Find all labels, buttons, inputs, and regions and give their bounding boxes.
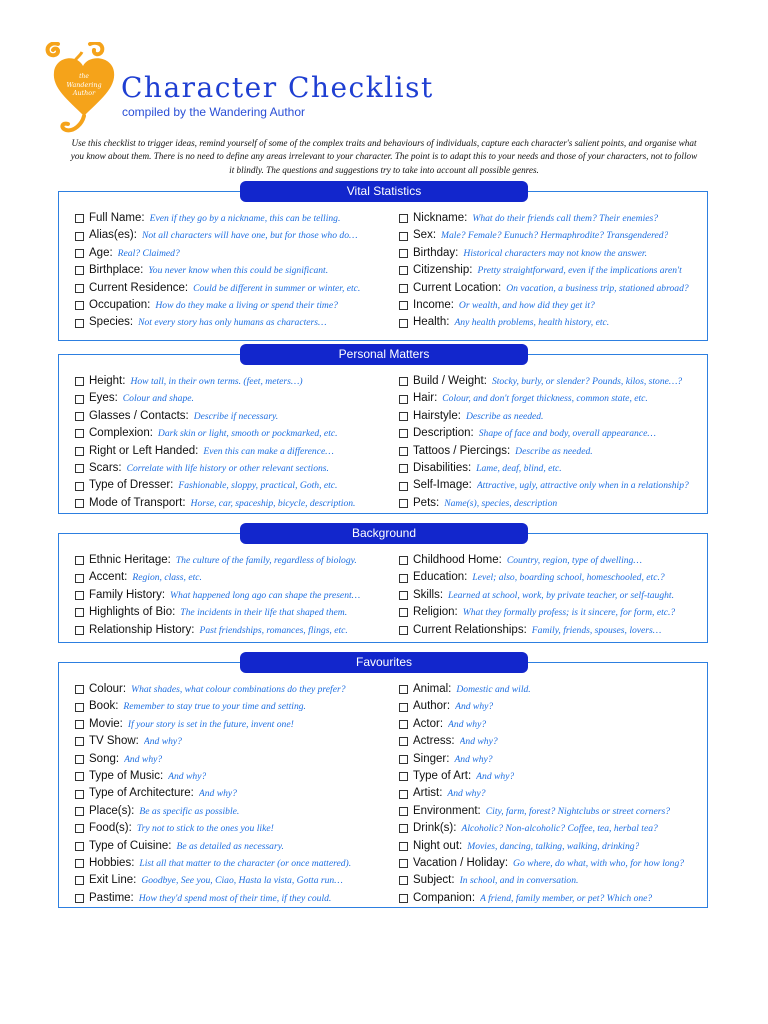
checklist-item[interactable]: Education: Level; also, boarding school, homeschooled, etc.? [399,569,705,586]
checkbox-icon[interactable] [399,824,408,833]
checkbox-icon[interactable] [399,429,408,438]
checkbox-icon[interactable] [75,591,84,600]
checklist-item[interactable]: Type of Dresser: Fashionable, sloppy, practical, Goth, etc. [75,477,389,494]
checkbox-icon[interactable] [399,395,408,404]
checkbox-icon[interactable] [75,482,84,491]
checklist-item[interactable]: Artist: And why? [399,785,705,802]
right-column [399,552,705,639]
checklist-item[interactable]: Income: Or wealth, and how did they get it? [399,297,705,314]
checklist-item[interactable]: Full Name: Even if they go by a nickname, this can be telling. [75,210,389,227]
checkbox-icon[interactable] [399,232,408,241]
checklist-item[interactable]: Description: Shape of face and body, overall appearance… [399,425,705,442]
checkbox-icon[interactable] [75,807,84,816]
section-header: Personal Matters [240,344,528,365]
checklist-item[interactable]: Skills: Learned at school, work, by private teacher, or self-taught. [399,587,705,604]
checklist-item[interactable]: Night out: Movies, dancing, talking, walking, drinking? [399,838,705,855]
checklist-item[interactable]: Hair: Colour, and don't forget thickness, common state, etc. [399,390,705,407]
page-subtitle: compiled by the Wandering Author [122,105,305,119]
checklist-item[interactable]: Tattoos / Piercings: Describe as needed. [399,443,705,460]
checklist-item[interactable]: Type of Cuisine: Be as detailed as necessary. [75,838,389,855]
left-column [75,552,389,639]
checkbox-icon[interactable] [399,556,408,565]
svg-text:Author: Author [72,89,96,97]
checkbox-icon[interactable] [75,412,84,421]
checkbox-icon[interactable] [399,737,408,746]
checkbox-icon[interactable] [75,574,84,583]
page-title: Character Checklist [121,71,434,104]
checkbox-icon[interactable] [399,894,408,903]
checkbox-icon[interactable] [75,284,84,293]
checklist-item[interactable]: Citizenship: Pretty straightforward, even if the implications aren't [399,262,705,279]
checkbox-icon[interactable] [75,894,84,903]
checklist-item[interactable]: Health: Any health problems, health history, etc. [399,314,705,331]
checklist-item[interactable]: Author: And why? [399,698,705,715]
checklist-item[interactable]: Mode of Transport: Horse, car, spaceship, bicycle, description. [75,495,389,512]
checklist-item[interactable]: Ethnic Heritage: The culture of the family, regardless of biology. [75,552,389,569]
checkbox-icon[interactable] [75,824,84,833]
section-favourites [58,655,708,908]
heart-logo-icon [44,42,122,140]
checkbox-icon[interactable] [399,412,408,421]
checkbox-icon[interactable] [399,772,408,781]
left-column [75,210,389,332]
intro-paragraph: Use this checklist to trigger ideas, remind yourself of some of the complex traits and behaviours of individuals, capture each character's salient points, and organise what you know about them. There is no need to define any areas irrelevant to your character. The point is to adapt this to your needs and those of your characters, not to follow it blindly. The questions and suggestions try to take into account all possible genres. [70,138,698,175]
checkbox-icon[interactable] [75,842,84,851]
checklist-item[interactable]: Subject: In school, and in conversation. [399,872,705,889]
section-background [58,526,708,643]
checklist-item[interactable]: Current Relationships: Family, friends, spouses, lovers… [399,622,705,639]
section-header: Background [240,523,528,544]
checkbox-icon[interactable] [399,499,408,508]
checklist-item[interactable]: Pets: Name(s), species, description [399,495,705,512]
checkbox-icon[interactable] [75,429,84,438]
checklist-item[interactable]: Highlights of Bio: The incidents in their life that shaped them. [75,604,389,621]
checklist-item[interactable]: Self-Image: Attractive, ugly, attractive only when in a relationship? [399,477,705,494]
checklist-item[interactable]: Scars: Correlate with life history or other relevant sections. [75,460,389,477]
checkbox-icon[interactable] [399,703,408,712]
checkbox-icon[interactable] [399,464,408,473]
checklist-item[interactable]: Hobbies: List all that matter to the character (or once mattered). [75,855,389,872]
checklist-item[interactable]: Childhood Home: Country, region, type of dwelling… [399,552,705,569]
checkbox-icon[interactable] [399,482,408,491]
checkbox-icon[interactable] [75,232,84,241]
checklist-item[interactable]: Vacation / Holiday: Go where, do what, with who, for how long? [399,855,705,872]
checklist-item[interactable]: Religion: What they formally profess; is it sincere, for form, etc.? [399,604,705,621]
checkbox-icon[interactable] [75,249,84,258]
checkbox-icon[interactable] [75,608,84,617]
checklist-item[interactable]: Drink(s): Alcoholic? Non-alcoholic? Coffee, tea, herbal tea? [399,820,705,837]
checklist-item[interactable]: Companion: A friend, family member, or pet? Which one? [399,890,705,907]
checkbox-icon[interactable] [399,301,408,310]
checkbox-icon[interactable] [75,703,84,712]
checklist-item[interactable]: Song: And why? [75,751,389,768]
checklist-item[interactable]: Pastime: How they'd spend most of their time, if they could. [75,890,389,907]
checkbox-icon[interactable] [75,266,84,275]
checkbox-icon[interactable] [75,772,84,781]
section-personal-matters [58,347,708,514]
checkbox-icon[interactable] [399,284,408,293]
checklist-item[interactable]: Alias(es): Not all characters will have one, but for those who do… [75,227,389,244]
section-header: Vital Statistics [240,181,528,202]
checkbox-icon[interactable] [399,266,408,275]
checklist-item[interactable]: Age: Real? Claimed? [75,245,389,262]
checklist-item[interactable]: Birthplace: You never know when this could be significant. [75,262,389,279]
checklist-item[interactable]: Movie: If your story is set in the future, invent one! [75,716,389,733]
checkbox-icon[interactable] [75,214,84,223]
checklist-item[interactable]: Type of Music: And why? [75,768,389,785]
checkbox-icon[interactable] [399,447,408,456]
checkbox-icon[interactable] [399,720,408,729]
checklist-item[interactable]: Singer: And why? [399,751,705,768]
checklist-item[interactable]: Type of Architecture: And why? [75,785,389,802]
checkbox-icon[interactable] [75,790,84,799]
checkbox-icon[interactable] [399,685,408,694]
checkbox-icon[interactable] [75,685,84,694]
checkbox-icon[interactable] [75,626,84,635]
checkbox-icon[interactable] [75,499,84,508]
wandering-author-logo [44,42,122,140]
checklist-item[interactable]: Build / Weight: Stocky, burly, or slender? Pounds, kilos, stone…? [399,373,705,390]
checklist-item[interactable]: Complexion: Dark skin or light, smooth or pockmarked, etc. [75,425,389,442]
checklist-item[interactable]: Eyes: Colour and shape. [75,390,389,407]
checklist-item[interactable]: Hairstyle: Describe as needed. [399,408,705,425]
checklist-item[interactable]: Type of Art: And why? [399,768,705,785]
checkbox-icon[interactable] [399,842,408,851]
checklist-item[interactable]: Birthday: Historical characters may not know the answer. [399,245,705,262]
checklist-item[interactable]: Book: Remember to stay true to your time and setting. [75,698,389,715]
checklist-item[interactable]: Glasses / Contacts: Describe if necessary. [75,408,389,425]
checkbox-icon[interactable] [75,859,84,868]
section-header: Favourites [240,652,528,673]
checklist-item[interactable]: Place(s): Be as specific as possible. [75,803,389,820]
checklist-item[interactable]: Family History: What happened long ago can shape the present… [75,587,389,604]
checkbox-icon[interactable] [399,591,408,600]
checklist-item[interactable]: Height: How tall, in their own terms. (feet, meters…) [75,373,389,390]
checklist-item[interactable]: Food(s): Try not to stick to the ones you like! [75,820,389,837]
checkbox-icon[interactable] [399,319,408,328]
section-vital-statistics [58,184,708,341]
checklist-item[interactable]: Environment: City, farm, forest? Nightclubs or street corners? [399,803,705,820]
checkbox-icon[interactable] [75,464,84,473]
checkbox-icon[interactable] [399,608,408,617]
checklist-item[interactable]: Relationship History: Past friendships, romances, flings, etc. [75,622,389,639]
checkbox-icon[interactable] [399,755,408,764]
checklist-item[interactable]: TV Show: And why? [75,733,389,750]
checklist-item[interactable]: Species: Not every story has only humans as characters… [75,314,389,331]
checkbox-icon[interactable] [75,720,84,729]
right-column [399,210,705,332]
checklist-item[interactable]: Colour: What shades, what colour combinations do they prefer? [75,681,389,698]
svg-text:Wandering: Wandering [66,81,102,89]
checkbox-icon[interactable] [75,319,84,328]
checkbox-icon[interactable] [75,377,84,386]
checkbox-icon[interactable] [75,301,84,310]
checkbox-icon[interactable] [399,377,408,386]
right-column [399,681,705,907]
checkbox-icon[interactable] [399,214,408,223]
checklist-item[interactable]: Occupation: How do they make a living or spend their time? [75,297,389,314]
checklist-item[interactable]: Accent: Region, class, etc. [75,569,389,586]
checkbox-icon[interactable] [399,626,408,635]
left-column [75,681,389,907]
checkbox-icon[interactable] [75,755,84,764]
checklist-item[interactable]: Actress: And why? [399,733,705,750]
checklist-item[interactable]: Nickname: What do their friends call them? Their enemies? [399,210,705,227]
checkbox-icon[interactable] [399,859,408,868]
checklist-item[interactable]: Disabilities: Lame, deaf, blind, etc. [399,460,705,477]
checklist-item[interactable]: Current Location: On vacation, a business trip, stationed abroad? [399,280,705,297]
checkbox-icon[interactable] [399,249,408,258]
checklist-item[interactable]: Sex: Male? Female? Eunuch? Hermaphrodite? Transgendered? [399,227,705,244]
checklist-item[interactable]: Animal: Domestic and wild. [399,681,705,698]
checklist-item[interactable]: Current Residence: Could be different in summer or winter, etc. [75,280,389,297]
checkbox-icon[interactable] [399,574,408,583]
logo-text: the [79,73,89,80]
left-column [75,373,389,512]
checkbox-icon[interactable] [75,737,84,746]
checkbox-icon[interactable] [75,395,84,404]
checklist-item[interactable]: Actor: And why? [399,716,705,733]
checkbox-icon[interactable] [75,556,84,565]
checkbox-icon[interactable] [399,807,408,816]
checkbox-icon[interactable] [75,447,84,456]
checkbox-icon[interactable] [399,790,408,799]
checklist-item[interactable]: Right or Left Handed: Even this can make a difference… [75,443,389,460]
checklist-item[interactable]: Exit Line: Goodbye, See you, Ciao, Hasta la vista, Gotta run… [75,872,389,889]
checkbox-icon[interactable] [399,876,408,885]
right-column [399,373,705,512]
checkbox-icon[interactable] [75,876,84,885]
